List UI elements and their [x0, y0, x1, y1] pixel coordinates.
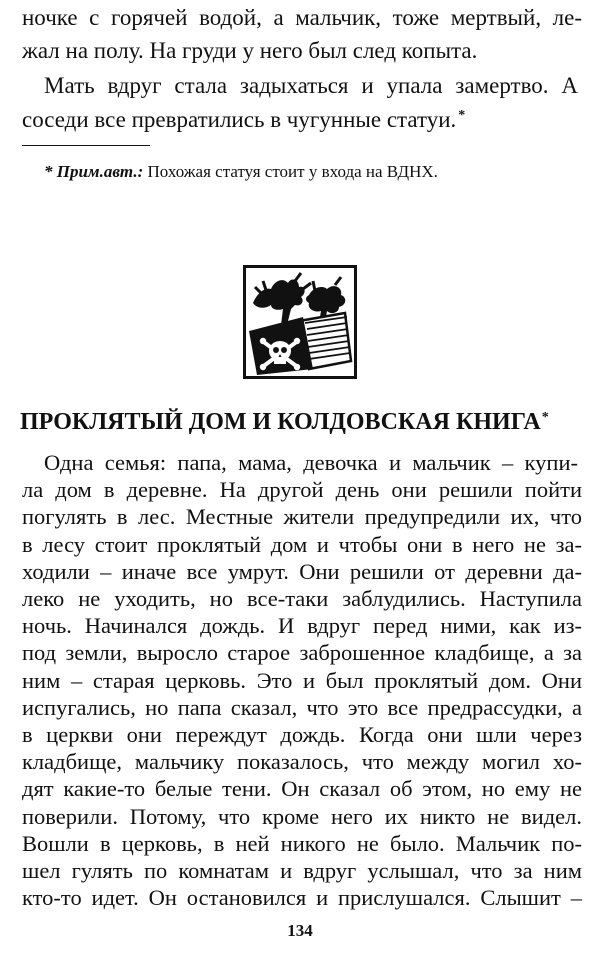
paragraph-line-with-note — [22, 101, 582, 135]
story-line: поверили. Потому, что кроме него их никто не видел. — [22, 803, 582, 829]
story-line: ним – старая церковь. Это и был проклятый дом. Они — [22, 667, 582, 693]
story-line: под земли, выросло старое заброшенное кладбище, а за — [22, 640, 582, 666]
paragraph-line: Мать вдруг стала задыхаться и упала замертво. А — [44, 73, 578, 98]
page-number: 134 — [287, 921, 313, 941]
story-line: дят какие-то белые тени. Он сказал об этом, но ему не — [22, 776, 582, 802]
story-line: ходили – иначе все умрут. Они решили от деревни да- — [22, 558, 582, 584]
story-line: погулять в лес. Местные жители предупредили их, что — [22, 504, 582, 530]
paragraph-line: ночке с горячей водой, а мальчик, тоже мертвый, ле- — [22, 5, 582, 30]
footnote — [44, 161, 438, 183]
paragraph-line-text: соседи все превратились в чугунные статуи. — [22, 107, 457, 132]
story-title — [20, 403, 580, 437]
story-line: кладбище, мальчику показалось, что между могил хо- — [22, 749, 582, 775]
story-line: шел гулять по комнатам и вдруг услышал, что за ним — [22, 858, 582, 883]
footnote-text: Похожая статуя стоит у входа на ВДНХ. — [147, 162, 438, 181]
story-line: в церкви они переждут дождь. Когда они шли через — [22, 722, 582, 747]
story-line: испугались, но папа сказал, что это все предрассудки, а — [22, 694, 582, 720]
footnote-marker: * — [458, 108, 466, 123]
title-footnote-marker: * — [541, 410, 549, 425]
paragraph-line: жал на полу. На груди у него был след копыта. — [22, 38, 478, 63]
footnote-divider — [22, 145, 150, 146]
story-title-text: ПРОКЛЯТЫЙ ДОМ И КОЛДОВСКАЯ КНИГА — [20, 409, 541, 435]
story-line: Одна семья: папа, мама, девочка и мальчик – купи- — [44, 450, 578, 475]
story-line: Вошли в церковь, в ней никого не было. Мальчик по- — [22, 830, 582, 856]
story-line: леко не уходить, но все-таки заблудились. Наступила — [22, 586, 582, 611]
story-line: в лесу стоит проклятый дом и чтобы они в него не за- — [22, 531, 582, 557]
story-line: ночь. Начинался дождь. И вдруг перед ними, как из- — [22, 613, 582, 639]
footnote-lead: * Прим.авт.: — [44, 162, 144, 181]
story-line: кто-то идет. Он остановился и прислушался. Слышит – — [22, 885, 582, 911]
story-line: ла дом в деревне. На другой день они решили пойти — [22, 477, 582, 503]
haunted-book-skull-icon — [243, 265, 357, 379]
